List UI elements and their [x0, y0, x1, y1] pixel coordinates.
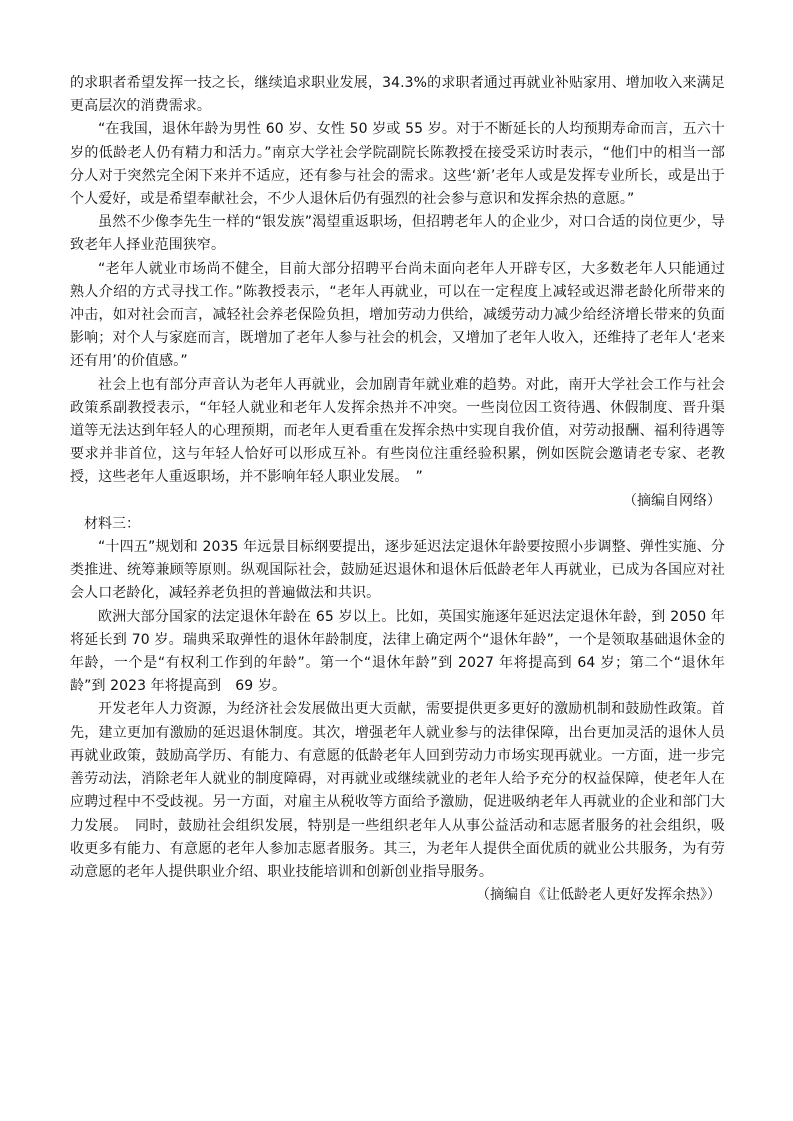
- paragraph: “在我国，退休年龄为男性 60 岁、女性 50 岁或 55 岁。对于不断延长的人均预期寿命而言，五六十岁的低龄老人仍有精力和活力。”南京大学社会学院副院长陈教授在接受采访时表示，“他们中的相当一部分人对于突然完全闲下来并不适应，还有参与社会的需求。这些‘新’老年人或是发挥专业所长，或是出于个人爱好，或是希望奉献社会，不少人退休后仍有强烈的社会参与意识和发挥余热的意愿。”: [70, 121, 725, 208]
- paragraph: 开发老年人力资源，为经济社会发展做出更大贡献，需要提供更多更好的激励机制和鼓励性政策。首先，建立更加有激励的延迟退休制度。其次，增强老年人就业参与的法律保障，出台更加灵活的退休人员再就业政策，鼓励高学历、有能力、有意愿的低龄老年人回到劳动力市场实现再就业。一方面，进一步完善劳动法，消除老年人就业的制度障碍，对再就业或继续就业的老年人给予充分的权益保障，使老年人在应聘过程中不受歧视。另一方面，对雇主从税收等方面给予激励，促进吸纳老年人再就业的企业和部门大力发展。 同时，鼓励社会组织发展，特别是一些组织老年人从事公益活动和志愿者服务的社会组织，吸收更多有能力、有意愿的老年人参加志愿者服务。其三，为老年人提供全面优质的就业公共服务，为有劳动意愿的老年人提供职业介绍、职业技能培训和创新创业指导服务。: [70, 701, 725, 880]
- paragraph-continued: 的求职者希望发挥一技之长，继续追求职业发展，34.3%的求职者通过再就业补贴家用、增加收入来满足更高层次的消费需求。: [70, 75, 725, 115]
- document-page: [70, 72, 725, 907]
- paragraph: 欧洲大部分国家的法定退休年龄在 65 岁以上。比如，英国实施逐年延迟法定退休年龄，到 2050 年将延长到 70 岁。瑞典采取弹性的退休年龄制度，法律上确定两个“退休年龄”，一个是领取基础退休金的年龄，一个是“有权利工作到的年龄”。第一个“退休年龄”到 2027 年将提高到 64 岁；第二个“退休年龄”到 2023 年将提高到 69 岁。: [70, 608, 725, 695]
- paragraph: “十四五”规划和 2035 年远景目标纲要提出，逐步延迟法定退休年龄要按照小步调整、弹性实施、分类推进、统筹兼顾等原则。纵观国际社会，鼓励延迟退休和退休后低龄老年人再就业，已成为各国应对社会人口老龄化，减轻养老负担的普遍做法和共识。: [70, 539, 725, 602]
- paragraph: “老年人就业市场尚不健全，目前大部分招聘平台尚未面向老年人开辟专区，大多数老年人只能通过熟人介绍的方式寻找工作。”陈教授表示，“老年人再就业，可以在一定程度上减轻或迟滞老龄化所带来的冲击，如对社会而言，减轻社会养老保险负担，增加劳动力供给，减缓劳动力减少给经济增长带来的负面影响；对个人与家庭而言，既增加了老年人参与社会的机会，又增加了老年人收入，还维持了老年人‘老来还有用’的价值感。”: [70, 260, 725, 370]
- section-heading: 材料三：: [84, 515, 140, 532]
- paragraph: 虽然不少像李先生一样的“银发族”渴望重返职场，但招聘老年人的企业少，对口合适的岗位更少，导致老年人择业范围狭窄。: [70, 214, 725, 254]
- paragraph: 社会上也有部分声音认为老年人再就业，会加剧青年就业难的趋势。对此，南开大学社会工作与社会政策系副教授表示，“年轻人就业和老年人发挥余热并不冲突。一些岗位因工资待遇、休假制度、晋升渠道等无法达到年轻人的心理预期，而老年人更看重在发挥余热中实现自我价值，对劳动报酬、福利待遇等要求并非首位，这与年轻人恰好可以形成互补。有些岗位注重经验积累，例如医院会邀请老专家、老教授，这些老年人重返职场，并不影响年轻人职业发展。 ”: [70, 376, 725, 486]
- source-note: （摘编自《让低龄老人更好发挥余热》）: [476, 887, 721, 904]
- source-note: （摘编自网络）: [623, 492, 721, 509]
